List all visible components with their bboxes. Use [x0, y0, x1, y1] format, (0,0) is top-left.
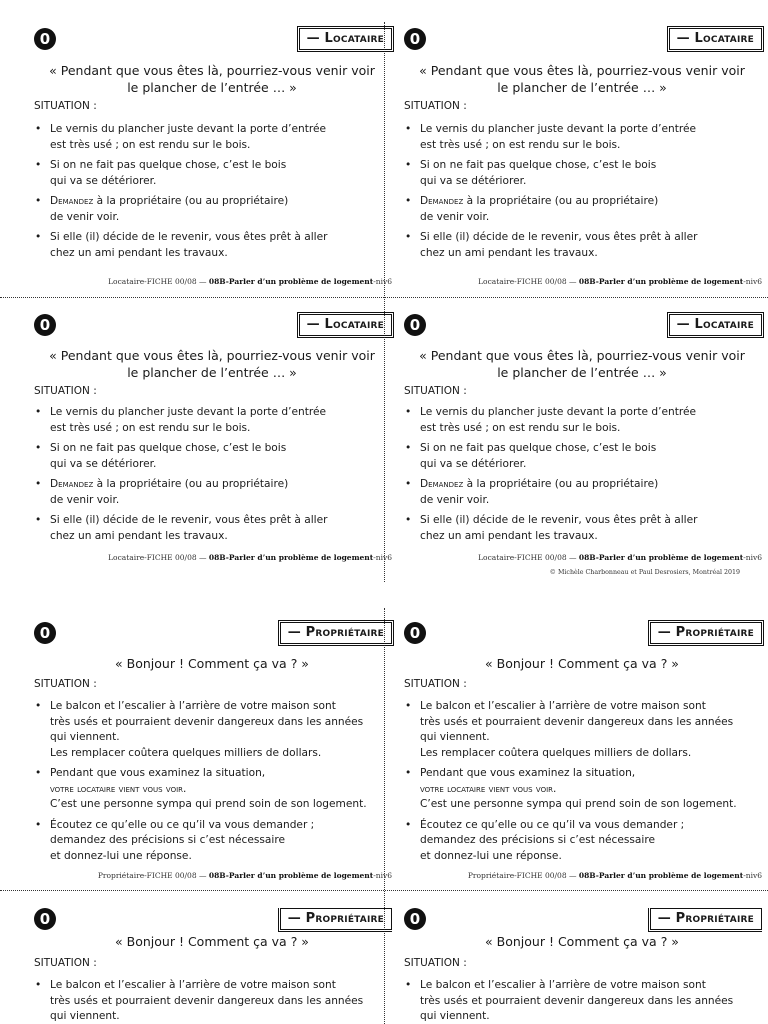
- list-item: • Si elle (il) décide de le revenir, vous êtes prêt à aller chez un ami pendant les travaux.: [402, 230, 762, 261]
- list-item: • Écoutez ce qu’elle ou ce qu’il va vous demander ; demandez des précisions si c’est nécessaire et donnez-lui une réponse.: [402, 818, 762, 865]
- horizontal-cut-line-1: [0, 297, 768, 298]
- list-item: • Le vernis du plancher juste devant la porte d’entrée est très usé ; on est rendu sur le bois.: [32, 122, 392, 153]
- situation-list: [402, 405, 762, 549]
- zero-badge-icon: 0: [404, 28, 426, 50]
- card-footer: Locataire-FICHE 00/08 — 08B-Parler d’un problème de logement-niv6: [108, 277, 392, 286]
- zero-badge-icon: 0: [34, 622, 56, 644]
- situation-label: SITUATION :: [34, 678, 97, 690]
- card-footer: Locataire-FICHE 00/08 — 08B-Parler d’un problème de logement-niv6: [108, 553, 392, 562]
- zero-badge-icon: 0: [404, 622, 426, 644]
- list-item: • Le vernis du plancher juste devant la porte d’entrée est très usé ; on est rendu sur le bois.: [402, 405, 762, 436]
- list-item: • Pendant que vous examinez la situation, votre locataire vient vous voir. C’est une personne sympa qui prend soin de son logement.: [32, 766, 392, 813]
- proprietaire-card: [402, 908, 762, 1024]
- situation-label: SITUATION :: [404, 385, 467, 397]
- copyright-notice: © Michèle Charbonneau et Paul Desrosiers, Montréal 2019: [549, 569, 740, 576]
- role-label: — Propriétaire: [280, 622, 392, 644]
- role-label: — Locataire: [299, 28, 392, 50]
- situation-list: [32, 699, 392, 869]
- list-item: • Le vernis du plancher juste devant la porte d’entrée est très usé ; on est rendu sur le bois.: [402, 122, 762, 153]
- list-item: • Si on ne fait pas quelque chose, c’est le bois qui va se détériorer.: [402, 158, 762, 189]
- role-label: — Propriétaire: [650, 622, 762, 644]
- locataire-card: [32, 314, 392, 576]
- zero-badge-icon: 0: [404, 908, 426, 930]
- situation-list: [32, 978, 392, 1024]
- list-item: • Demandez à la propriétaire (ou au propriétaire) de venir voir.: [402, 194, 762, 225]
- list-item: • Si elle (il) décide de le revenir, vous êtes prêt à aller chez un ami pendant les travaux.: [402, 513, 762, 544]
- role-label: — Locataire: [669, 28, 762, 50]
- card-footer: Locataire-FICHE 00/08 — 08B-Parler d’un problème de logement-niv6: [478, 553, 762, 562]
- proprietaire-card: [402, 622, 762, 884]
- card-quote: « Pendant que vous êtes là, pourriez-vous venir voir le plancher de l’entrée … »: [419, 348, 745, 380]
- list-item: • Si on ne fait pas quelque chose, c’est le bois qui va se détériorer.: [32, 441, 392, 472]
- card-quote: « Bonjour ! Comment ça va ? »: [115, 656, 309, 671]
- situation-label: SITUATION :: [34, 385, 97, 397]
- card-quote: « Pendant que vous êtes là, pourriez-vous venir voir le plancher de l’entrée … »: [419, 63, 745, 95]
- horizontal-cut-line-2: [0, 890, 768, 891]
- proprietaire-card: [32, 908, 392, 1024]
- card-footer: Locataire-FICHE 00/08 — 08B-Parler d’un problème de logement-niv6: [478, 277, 762, 286]
- list-item: • Pendant que vous examinez la situation, votre locataire vient vous voir. C’est une personne sympa qui prend soin de son logement.: [402, 766, 762, 813]
- locataire-card: [402, 314, 762, 576]
- role-label: — Locataire: [669, 314, 762, 336]
- situation-list: [402, 699, 762, 869]
- list-item: • Demandez à la propriétaire (ou au propriétaire) de venir voir.: [402, 477, 762, 508]
- list-item: • Si elle (il) décide de le revenir, vous êtes prêt à aller chez un ami pendant les travaux.: [32, 513, 392, 544]
- list-item: • Le vernis du plancher juste devant la porte d’entrée est très usé ; on est rendu sur le bois.: [32, 405, 392, 436]
- role-label: — Propriétaire: [280, 908, 392, 930]
- situation-list: [402, 978, 762, 1024]
- situation-label: SITUATION :: [404, 100, 467, 112]
- list-item: • Si elle (il) décide de le revenir, vous êtes prêt à aller chez un ami pendant les travaux.: [32, 230, 392, 261]
- zero-badge-icon: 0: [34, 908, 56, 930]
- card-quote: « Bonjour ! Comment ça va ? »: [485, 656, 679, 671]
- situation-label: SITUATION :: [34, 100, 97, 112]
- list-item: • Le balcon et l’escalier à l’arrière de votre maison sont très usés et pourraient devenir dangereux dans les années qui viennent.: [402, 978, 762, 1024]
- zero-badge-icon: 0: [34, 28, 56, 50]
- situation-list: [402, 122, 762, 266]
- card-quote: « Pendant que vous êtes là, pourriez-vous venir voir le plancher de l’entrée … »: [49, 348, 375, 380]
- locataire-card: [32, 28, 392, 290]
- card-quote: « Bonjour ! Comment ça va ? »: [115, 934, 309, 949]
- list-item: • Demandez à la propriétaire (ou au propriétaire) de venir voir.: [32, 194, 392, 225]
- list-item: • Demandez à la propriétaire (ou au propriétaire) de venir voir.: [32, 477, 392, 508]
- zero-badge-icon: 0: [404, 314, 426, 336]
- zero-badge-icon: 0: [34, 314, 56, 336]
- list-item: • Le balcon et l’escalier à l’arrière de votre maison sont très usés et pourraient devenir dangereux dans les années qui viennent. Les remplacer coûtera quelques milliers de dollars.: [32, 699, 392, 761]
- list-item: • Si on ne fait pas quelque chose, c’est le bois qui va se détériorer.: [32, 158, 392, 189]
- card-quote: « Bonjour ! Comment ça va ? »: [485, 934, 679, 949]
- role-label: — Locataire: [299, 314, 392, 336]
- list-item: • Si on ne fait pas quelque chose, c’est le bois qui va se détériorer.: [402, 441, 762, 472]
- situation-label: SITUATION :: [34, 957, 97, 969]
- situation-list: [32, 405, 392, 549]
- situation-list: [32, 122, 392, 266]
- list-item: • Écoutez ce qu’elle ou ce qu’il va vous demander ; demandez des précisions si c’est nécessaire et donnez-lui une réponse.: [32, 818, 392, 865]
- situation-label: SITUATION :: [404, 957, 467, 969]
- card-footer: Propriétaire-FICHE 00/08 — 08B-Parler d’un problème de logement-niv6: [467, 871, 762, 880]
- role-label: — Propriétaire: [650, 908, 762, 930]
- locataire-card: [402, 28, 762, 290]
- list-item: • Le balcon et l’escalier à l’arrière de votre maison sont très usés et pourraient devenir dangereux dans les années qui viennent. Les remplacer coûtera quelques milliers de dollars.: [402, 699, 762, 761]
- situation-label: SITUATION :: [404, 678, 467, 690]
- card-quote: « Pendant que vous êtes là, pourriez-vous venir voir le plancher de l’entrée … »: [49, 63, 375, 95]
- proprietaire-card: [32, 622, 392, 884]
- list-item: • Le balcon et l’escalier à l’arrière de votre maison sont très usés et pourraient devenir dangereux dans les années qui viennent.: [32, 978, 392, 1024]
- card-footer: Propriétaire-FICHE 00/08 — 08B-Parler d’un problème de logement-niv6: [97, 871, 392, 880]
